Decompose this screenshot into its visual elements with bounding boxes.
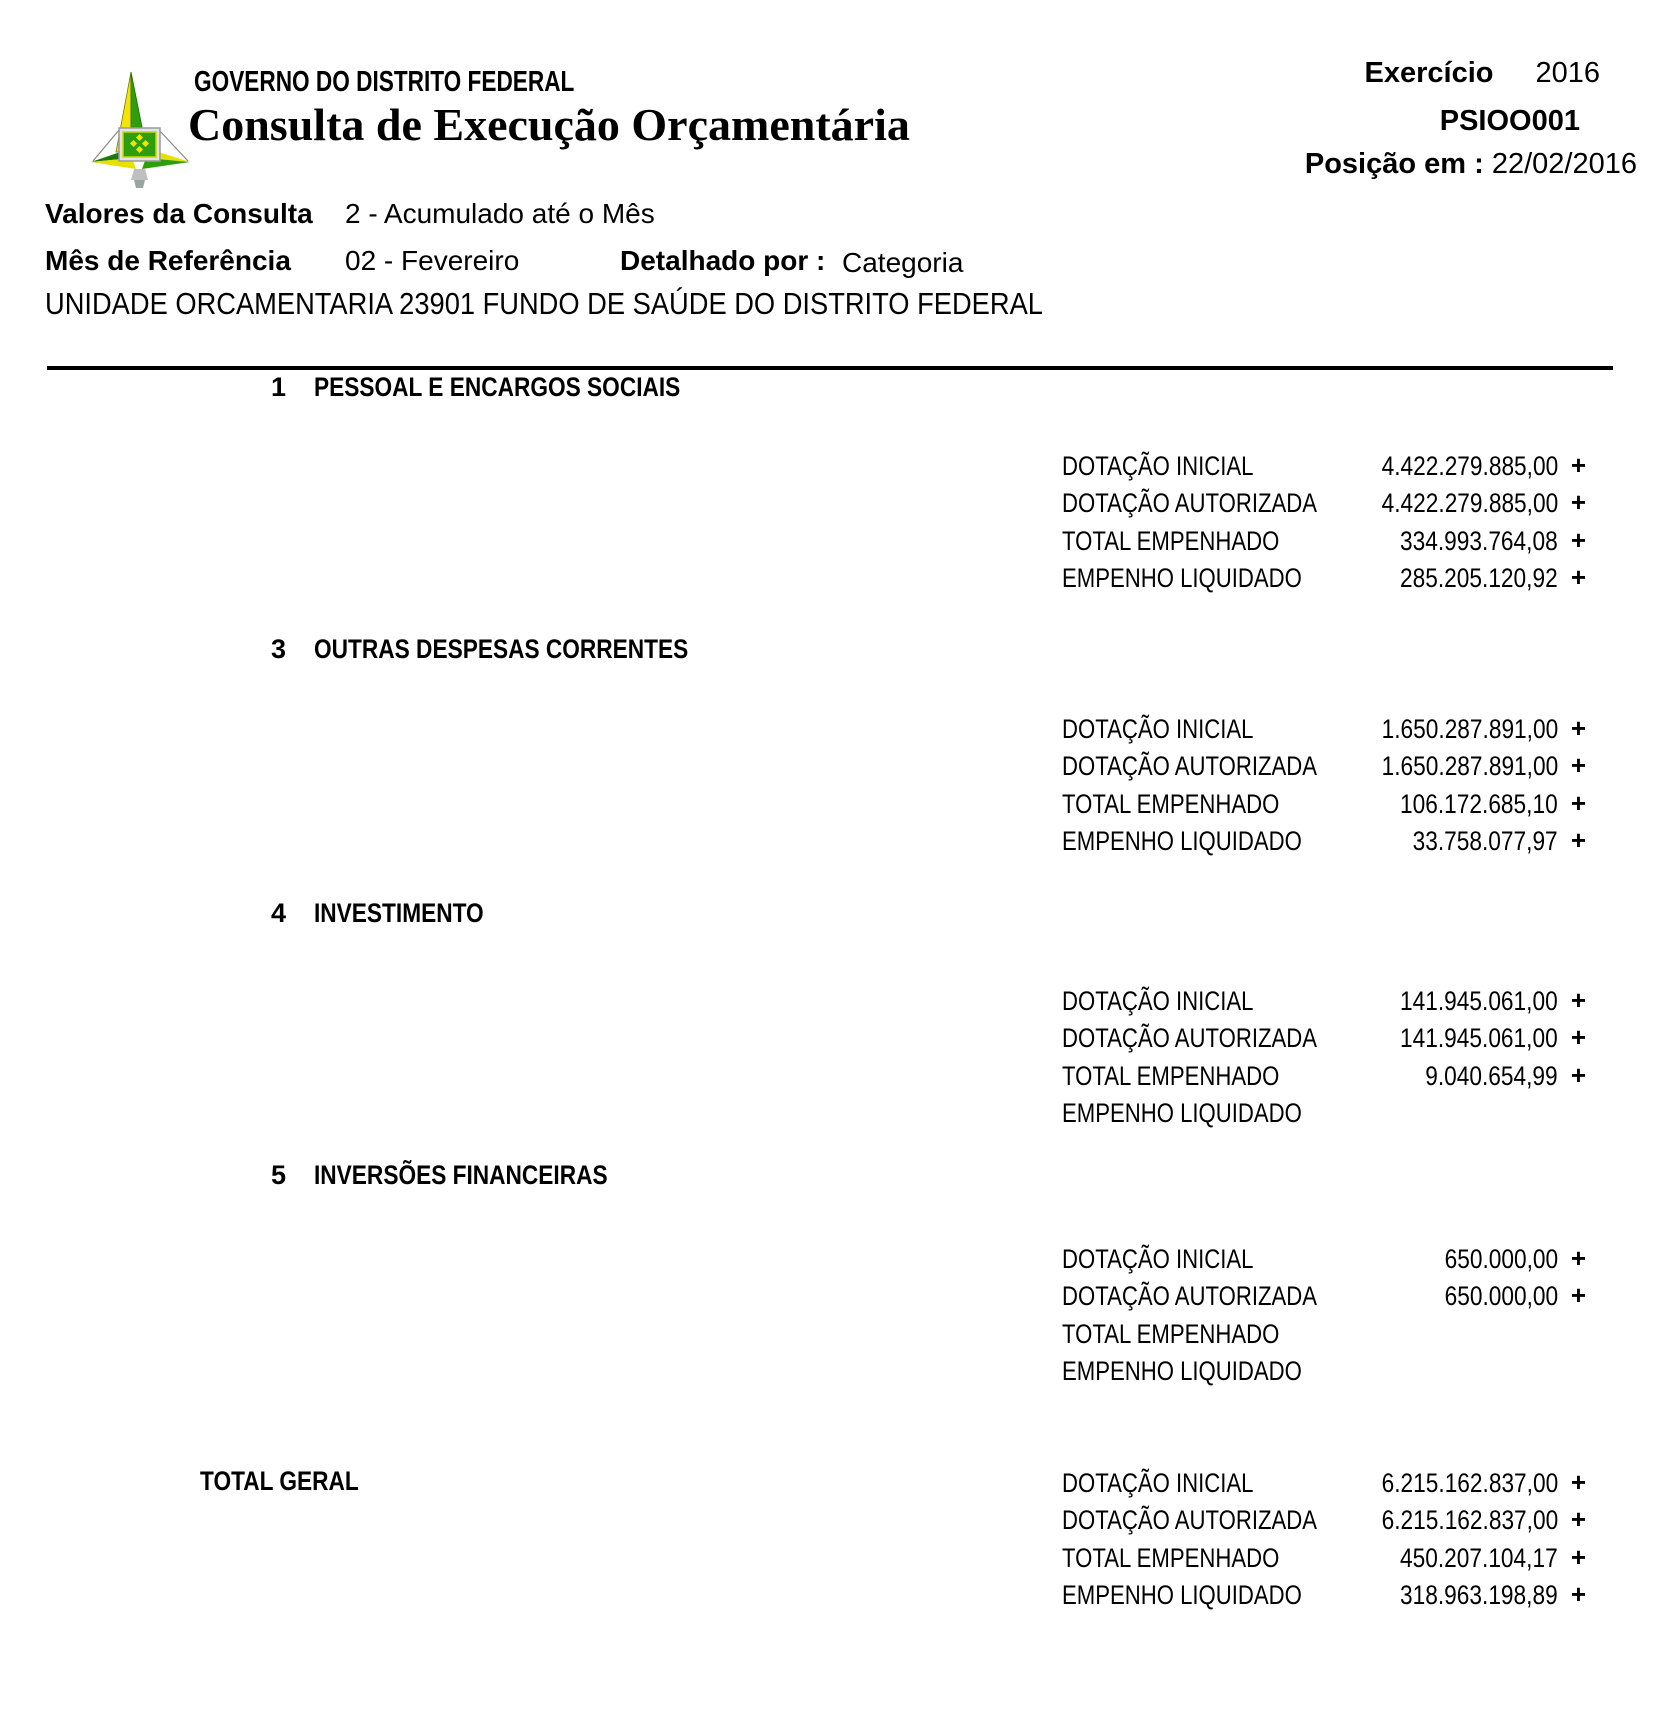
plus-sign: +	[1570, 1467, 1586, 1497]
total-geral-text: TOTAL GERAL	[200, 1466, 359, 1496]
plus-sign: +	[1570, 562, 1586, 592]
data-row	[1062, 1023, 1586, 1055]
data-row	[1062, 451, 1586, 483]
row-label: DOTAÇÃO AUTORIZADA	[1062, 1023, 1318, 1053]
row-value: 650.000,00	[1444, 1281, 1558, 1311]
row-label: EMPENHO LIQUIDADO	[1062, 1580, 1302, 1610]
row-value: 4.422.279.885,00	[1381, 488, 1558, 518]
data-row	[1062, 1319, 1586, 1351]
plus-sign: +	[1570, 788, 1586, 818]
unidade-orcamentaria-text: UNIDADE ORCAMENTARIA 23901 FUNDO DE SAÚDE DO DISTRITO FEDERAL	[45, 286, 1043, 321]
page-title: Consulta de Execução Orçamentária	[188, 99, 910, 150]
plus-sign: +	[1570, 825, 1586, 855]
row-label: DOTAÇÃO INICIAL	[1062, 1244, 1254, 1274]
data-row	[1062, 1356, 1586, 1388]
valores-consulta-label: Valores da Consulta	[45, 198, 313, 229]
plus-sign: +	[1570, 1280, 1586, 1310]
row-label: TOTAL EMPENHADO	[1062, 526, 1280, 556]
org-name-text: GOVERNO DO DISTRITO FEDERAL	[194, 66, 575, 98]
row-value: 650.000,00	[1444, 1244, 1558, 1274]
row-value: 9.040.654,99	[1425, 1061, 1558, 1091]
data-row	[1062, 1244, 1586, 1276]
data-row	[1062, 1281, 1586, 1313]
plus-sign: +	[1570, 450, 1586, 480]
section-number: 4	[270, 898, 286, 928]
row-label: DOTAÇÃO AUTORIZADA	[1062, 751, 1318, 781]
row-value: 4.422.279.885,00	[1381, 451, 1558, 481]
row-value: 1.650.287.891,00	[1381, 751, 1558, 781]
plus-sign: +	[1570, 487, 1586, 517]
row-label: EMPENHO LIQUIDADO	[1062, 1356, 1302, 1386]
exercicio-row	[1365, 57, 1601, 90]
data-row	[1062, 714, 1586, 746]
mes-referencia-label: Mês de Referência	[45, 245, 291, 276]
row-label: EMPENHO LIQUIDADO	[1062, 1098, 1302, 1128]
plus-sign: +	[1570, 1504, 1586, 1534]
row-value: 318.963.198,89	[1400, 1580, 1558, 1610]
section-title: INVERSÕES FINANCEIRAS	[314, 1160, 608, 1190]
row-value: 334.993.764,08	[1400, 526, 1558, 556]
row-value: 6.215.162.837,00	[1381, 1468, 1558, 1498]
row-label: DOTAÇÃO INICIAL	[1062, 451, 1254, 481]
row-value: 141.945.061,00	[1400, 1023, 1558, 1053]
row-label: DOTAÇÃO INICIAL	[1062, 986, 1254, 1016]
plus-sign: +	[1570, 1243, 1586, 1273]
data-row	[1062, 826, 1586, 858]
data-row	[1062, 1468, 1586, 1500]
exercicio-value: 2016	[1535, 57, 1600, 89]
data-row	[1062, 488, 1586, 520]
posicao-label: Posição em :	[1304, 148, 1484, 180]
posicao-value: 22/02/2016	[1491, 148, 1637, 180]
data-row	[1062, 1505, 1586, 1537]
row-label: DOTAÇÃO AUTORIZADA	[1062, 1505, 1318, 1535]
section-title: OUTRAS DESPESAS CORRENTES	[314, 634, 689, 664]
detalhado-por-value: Categoria	[842, 247, 964, 278]
data-row	[1062, 1061, 1586, 1093]
row-value: 6.215.162.837,00	[1381, 1505, 1558, 1535]
row-label: DOTAÇÃO AUTORIZADA	[1062, 488, 1318, 518]
plus-sign: +	[1570, 1542, 1586, 1572]
unidade-orcamentaria-line	[45, 286, 1179, 322]
row-label: DOTAÇÃO INICIAL	[1062, 1468, 1254, 1498]
row-label: DOTAÇÃO INICIAL	[1062, 714, 1254, 744]
total-geral-label	[200, 1466, 389, 1497]
row-value: 106.172.685,10	[1400, 789, 1558, 819]
plus-sign: +	[1570, 1022, 1586, 1052]
plus-sign: +	[1570, 713, 1586, 743]
data-row	[1062, 1098, 1586, 1130]
row-label: TOTAL EMPENHADO	[1062, 1061, 1280, 1091]
section-title: PESSOAL E ENCARGOS SOCIAIS	[314, 372, 681, 402]
row-label: DOTAÇÃO AUTORIZADA	[1062, 1281, 1318, 1311]
plus-sign: +	[1570, 750, 1586, 780]
detalhado-por-label: Detalhado por :	[620, 245, 826, 276]
row-value: 1.650.287.891,00	[1381, 714, 1558, 744]
data-row	[1062, 751, 1586, 783]
section-title: INVESTIMENTO	[314, 898, 484, 928]
data-row	[1062, 789, 1586, 821]
data-row	[1062, 563, 1586, 595]
valores-consulta-value: 2 - Acumulado até o Mês	[345, 198, 655, 229]
section-number: 1	[270, 372, 286, 402]
row-label: TOTAL EMPENHADO	[1062, 1543, 1280, 1573]
mes-referencia-value: 02 - Fevereiro	[345, 245, 520, 276]
plus-sign: +	[1570, 525, 1586, 555]
posicao-row	[1305, 148, 1637, 181]
plus-sign: +	[1570, 985, 1586, 1015]
report-code: PSIOO001	[1439, 105, 1580, 137]
row-label: EMPENHO LIQUIDADO	[1062, 826, 1302, 856]
gdf-crest-logo	[88, 70, 193, 195]
row-label: TOTAL EMPENHADO	[1062, 1319, 1280, 1349]
row-value: 285.205.120,92	[1400, 563, 1558, 593]
section-number: 3	[270, 634, 286, 664]
horizontal-rule	[47, 366, 1613, 370]
data-row	[1062, 1580, 1586, 1612]
plus-sign: +	[1570, 1579, 1586, 1609]
row-label: TOTAL EMPENHADO	[1062, 789, 1280, 819]
exercicio-label: Exercício	[1364, 57, 1494, 89]
plus-sign: +	[1570, 1060, 1586, 1090]
org-name	[194, 66, 682, 99]
row-value: 141.945.061,00	[1400, 986, 1558, 1016]
section-number: 5	[270, 1160, 286, 1190]
row-value: 450.207.104,17	[1400, 1543, 1558, 1573]
data-row	[1062, 986, 1586, 1018]
row-label: EMPENHO LIQUIDADO	[1062, 563, 1302, 593]
data-row	[1062, 526, 1586, 558]
row-value: 33.758.077,97	[1412, 826, 1558, 856]
data-row	[1062, 1543, 1586, 1575]
